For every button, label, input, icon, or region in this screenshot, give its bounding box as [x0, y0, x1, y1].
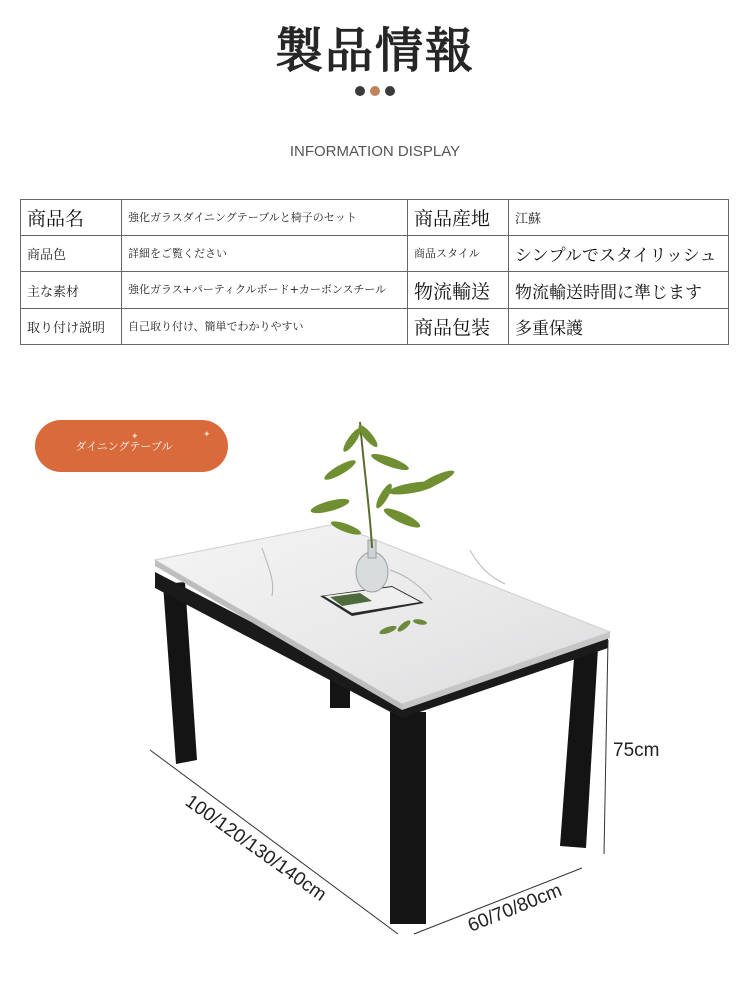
- label-logistics: 物流輸送: [408, 272, 509, 309]
- value-logistics: 物流輸送時間に準じます: [509, 272, 729, 309]
- product-info-table: [20, 199, 729, 345]
- value-style: シンプルでスタイリッシュ: [509, 236, 729, 272]
- info-row: [21, 236, 729, 272]
- value-origin: 江蘇: [509, 200, 729, 236]
- label-color: 商品色: [21, 236, 122, 272]
- dot-1: [355, 86, 365, 96]
- decorative-dots: [355, 86, 395, 96]
- label-packaging: 商品包装: [408, 309, 509, 345]
- page-subtitle: INFORMATION DISPLAY: [289, 143, 461, 160]
- value-material: 強化ガラス+パーティクルボード+カーボンスチール: [122, 272, 408, 309]
- label-material: 主な素材: [21, 272, 122, 309]
- sparkle-icon: ✦: [131, 432, 139, 442]
- label-origin: 商品産地: [408, 200, 509, 236]
- dimension-height: 75cm: [613, 740, 660, 761]
- dimension-width: 60/70/80cm: [465, 879, 565, 937]
- value-installation: 自己取り付け、簡単でわかりやすい: [122, 309, 408, 345]
- label-product-name: 商品名: [21, 200, 122, 236]
- page-title: 製品情報: [274, 23, 475, 79]
- info-row: [21, 309, 729, 345]
- dot-2: [370, 86, 380, 96]
- info-row: [21, 272, 729, 309]
- value-product-name: 強化ガラスダイニングテーブルと椅子のセット: [122, 200, 408, 236]
- label-style: 商品スタイル: [408, 236, 509, 272]
- dimension-length: 100/120/130/140cm: [181, 790, 331, 906]
- sparkle-icon: ✦: [203, 430, 211, 440]
- value-color: 詳細をご覧ください: [122, 236, 408, 272]
- category-badge-label: ダイニングテーブル: [75, 440, 173, 453]
- dining-table-illustration: [0, 400, 750, 986]
- value-packaging: 多重保護: [509, 309, 729, 345]
- dot-3: [385, 86, 395, 96]
- info-row: [21, 200, 729, 236]
- label-installation: 取り付け説明: [21, 309, 122, 345]
